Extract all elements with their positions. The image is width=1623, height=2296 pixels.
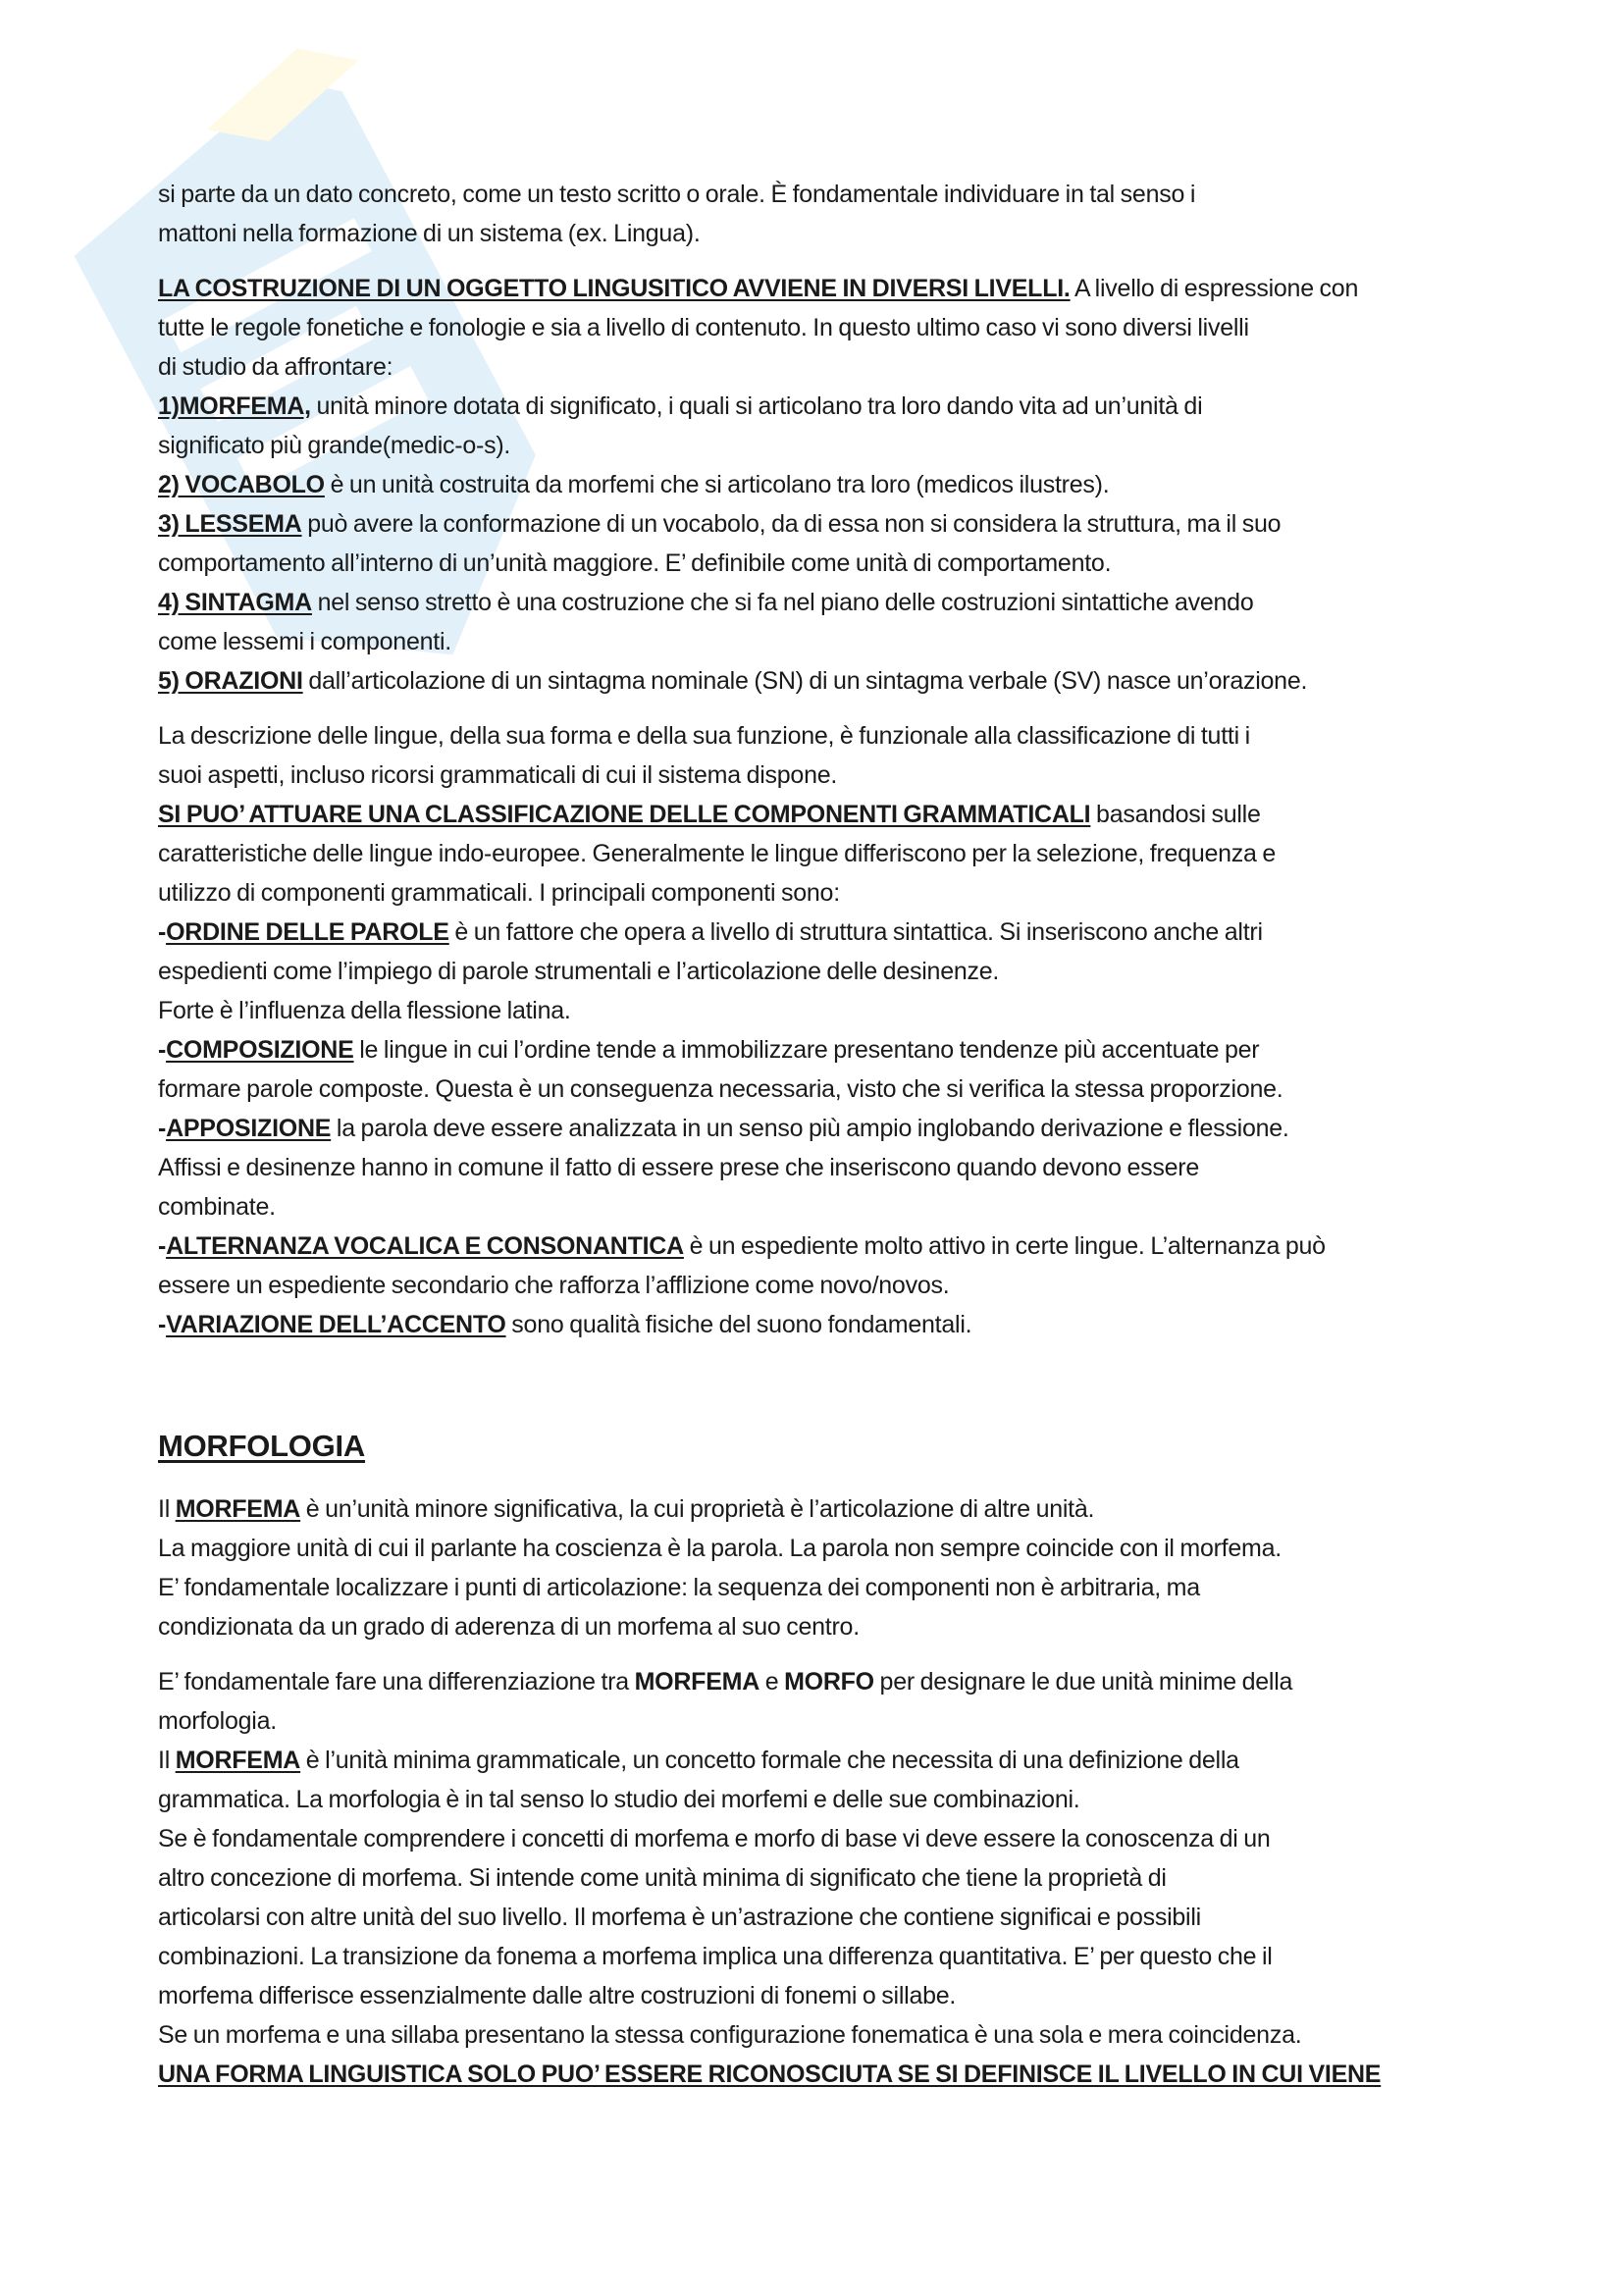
text-line: mattoni nella formazione di un sistema (ex. Lingua).: [158, 220, 701, 247]
morfologia-paragraph-2: [158, 1662, 1492, 2094]
text-line: E’ fondamentale fare una differenziazione tra MORFEMA e MORFO per designare le due unità minime della: [158, 1668, 1293, 1696]
text-line: grammatica. La morfologia è in tal senso lo studio dei morfemi e delle sue combinazioni.: [158, 1786, 1080, 1813]
text-line: comportamento all’interno di un’unità maggiore. E’ definibile come unità di comportamento.: [158, 549, 1112, 577]
text-line: caratteristiche delle lingue indo-europee. Generalmente le lingue differiscono per la selezione, frequenza e: [158, 840, 1277, 867]
text-line: UNA FORMA LINGUISTICA SOLO PUO’ ESSERE RICONOSCIUTA SE SI DEFINISCE IL LIVELLO IN CUI VIENE: [158, 2061, 1382, 2088]
text-line: La maggiore unità di cui il parlante ha coscienza è la parola. La parola non sempre coincide con il morfema.: [158, 1535, 1282, 1562]
text-line: articolarsi con altre unità del suo livello. Il morfema è un’astrazione che contiene significai e possibili: [158, 1904, 1201, 1931]
list-item-lessema: 3) LESSEMA può avere la conformazione di un vocabolo, da di essa non si considera la struttura, ma il suo: [158, 510, 1282, 538]
text-line: morfologia.: [158, 1707, 277, 1735]
text-line: condizionata da un grado di aderenza di un morfema al suo centro.: [158, 1613, 860, 1641]
text-line: espedienti come l’impiego di parole strumentali e l’articolazione delle desinenze.: [158, 958, 1000, 985]
section-heading-morfologia: MORFOLOGIA: [158, 1429, 366, 1463]
text-line: SI PUO’ ATTUARE UNA CLASSIFICAZIONE DELLE COMPONENTI GRAMMATICALI basandosi sulle: [158, 801, 1261, 828]
text-line: morfema differisce essenzialmente dalle altre costruzioni di fonemi o sillabe.: [158, 1982, 957, 2009]
component-apposizione: -APPOSIZIONE la parola deve essere analizzata in un senso più ampio inglobando derivazione e flessione.: [158, 1115, 1289, 1142]
section-title: SI PUO’ ATTUARE UNA CLASSIFICAZIONE DELLE COMPONENTI GRAMMATICALI: [158, 801, 1091, 828]
text-line: Forte è l’influenza della flessione latina.: [158, 997, 571, 1024]
text-line: significato più grande(medic-o-s).: [158, 432, 511, 459]
text-line: combinate.: [158, 1193, 276, 1221]
component-accento: -VARIAZIONE DELL’ACCENTO sono qualità fisiche del suono fondamentali.: [158, 1311, 972, 1338]
text-line: combinazioni. La transizione da fonema a morfema implica una differenza quantitativa. E’ per questo che il: [158, 1943, 1273, 1970]
section-title: LA COSTRUZIONE DI UN OGGETTO LINGUSITICO AVVIENE IN DIVERSI LIVELLI.: [158, 275, 1071, 302]
text-line: Se un morfema e una sillaba presentano la stessa configurazione fonematica è una sola e mera coincidenza.: [158, 2021, 1302, 2049]
list-item-morfema: 1)MORFEMA, unità minore dotata di significato, i quali si articolano tra loro dando vita ad un’unità di: [158, 392, 1203, 420]
text-line: suoi aspetti, incluso ricorsi grammaticali di cui il sistema dispone.: [158, 761, 838, 789]
component-composizione: -COMPOSIZIONE le lingue in cui l’ordine tende a immobilizzare presentano tendenze più accentuate per: [158, 1036, 1260, 1064]
text-line: essere un espediente secondario che rafforza l’afflizione come novo/novos.: [158, 1272, 950, 1299]
intro-paragraph: [158, 175, 1492, 253]
list-item-vocabolo: 2) VOCABOLO è un unità costruita da morfemi che si articolano tra loro (medicos ilustres).: [158, 471, 1110, 498]
text-line: Il MORFEMA è l’unità minima grammaticale, un concetto formale che necessita di una definizione della: [158, 1747, 1239, 1774]
list-item-sintagma: 4) SINTAGMA nel senso stretto è una costruzione che si fa nel piano delle costruzioni sintattiche avendo: [158, 589, 1254, 616]
text-line: altro concezione di morfema. Si intende come unità minima di significato che tiene la proprietà di: [158, 1864, 1167, 1892]
text-line: LA COSTRUZIONE DI UN OGGETTO LINGUSITICO AVVIENE IN DIVERSI LIVELLI. A livello di espressione con: [158, 275, 1359, 302]
text-line: utilizzo di componenti grammaticali. I principali componenti sono:: [158, 879, 840, 907]
component-alternanza: -ALTERNANZA VOCALICA E CONSONANTICA è un espediente molto attivo in certe lingue. L’alternanza può: [158, 1232, 1326, 1260]
text-line: tutte le regole fonetiche e fonologie e sia a livello di contenuto. In questo ultimo caso vi sono diversi livelli: [158, 314, 1249, 341]
levels-paragraph: [158, 269, 1492, 701]
text-line: formare parole composte. Questa è un conseguenza necessaria, visto che si verifica la stessa proporzione.: [158, 1075, 1283, 1103]
text-line: La descrizione delle lingue, della sua forma e della sua funzione, è funzionale alla classificazione di tutti i: [158, 722, 1250, 750]
list-item-orazioni: 5) ORAZIONI dall’articolazione di un sintagma nominale (SN) di un sintagma verbale (SV) nasce un’orazione.: [158, 667, 1308, 695]
text-line: E’ fondamentale localizzare i punti di articolazione: la sequenza dei componenti non è arbitraria, ma: [158, 1574, 1200, 1601]
morfologia-paragraph-1: [158, 1489, 1492, 1646]
text-line: di studio da affrontare:: [158, 353, 393, 381]
text-line: Il MORFEMA è un’unità minore significativa, la cui proprietà è l’articolazione di altre unità.: [158, 1495, 1095, 1523]
text-line: Affissi e desinenze hanno in comune il fatto di essere prese che inseriscono quando devono essere: [158, 1154, 1199, 1181]
document-page: [158, 175, 1492, 2110]
text-line: si parte da un dato concreto, come un testo scritto o orale. È fondamentale individuare in tal senso i: [158, 181, 1196, 208]
classification-paragraph: [158, 716, 1492, 1344]
component-ordine: -ORDINE DELLE PAROLE è un fattore che opera a livello di struttura sintattica. Si inseriscono anche altri: [158, 918, 1263, 946]
text-line: come lessemi i componenti.: [158, 628, 451, 655]
text-line: Se è fondamentale comprendere i concetti di morfema e morfo di base vi deve essere la conoscenza di un: [158, 1825, 1271, 1852]
